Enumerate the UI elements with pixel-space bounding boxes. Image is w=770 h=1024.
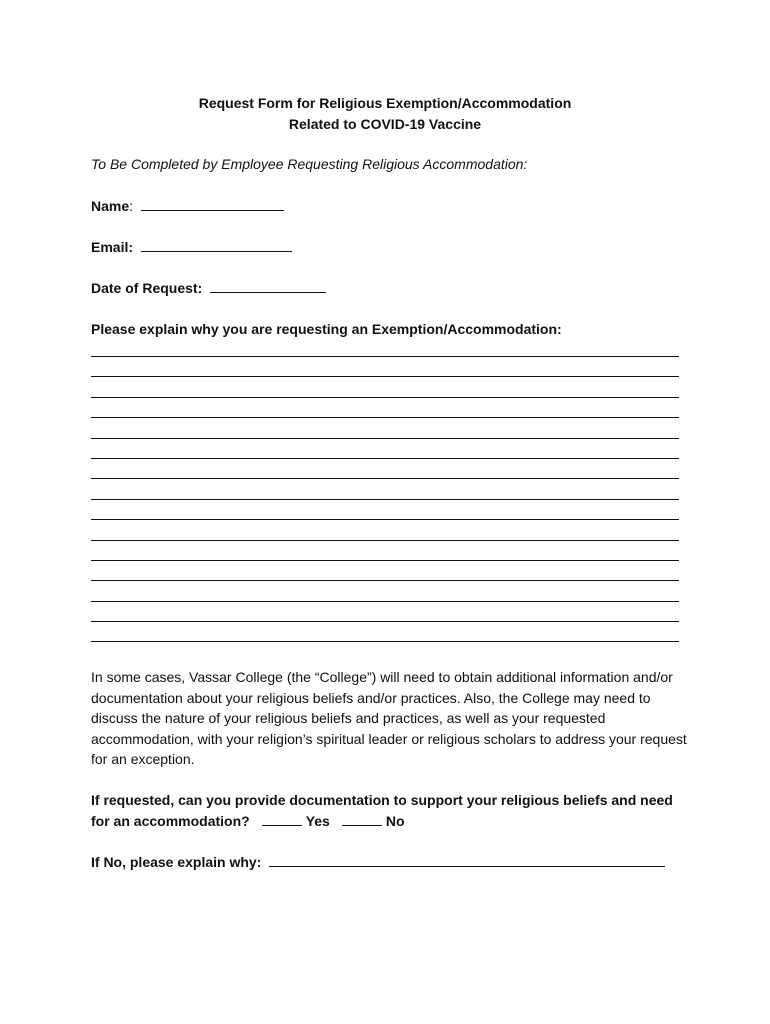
if-no-label: If No, please explain why: <box>91 854 262 870</box>
no-label: No <box>385 813 405 829</box>
date-of-request-label: Date of Request: <box>91 280 203 296</box>
date-field-row <box>91 278 326 298</box>
form-title-line-1: Request Form for Religious Exemption/Accommodation <box>198 95 572 111</box>
writing-line <box>91 499 679 500</box>
form-title-line-2: Related to COVID-19 Vaccine <box>288 116 482 132</box>
writing-line <box>91 356 679 357</box>
if-no-row <box>91 852 665 872</box>
writing-line <box>91 540 679 541</box>
email-input-line[interactable] <box>141 238 292 252</box>
yes-label: Yes <box>305 813 330 829</box>
if-no-explanation-line[interactable] <box>269 853 665 867</box>
writing-line <box>91 601 679 602</box>
name-input-line[interactable] <box>141 197 284 211</box>
writing-line <box>91 580 679 581</box>
writing-line <box>91 641 679 642</box>
explanation-writing-area[interactable] <box>91 356 679 662</box>
name-field-row <box>91 196 284 216</box>
writing-line <box>91 376 679 377</box>
documentation-question <box>91 790 691 832</box>
writing-line <box>91 438 679 439</box>
name-label: Name <box>91 198 130 214</box>
writing-line <box>91 417 679 418</box>
date-input-line[interactable] <box>210 279 326 293</box>
yes-answer-line[interactable] <box>262 813 302 826</box>
explain-label: Please explain why you are requesting an Exemption/Accommodation: <box>91 321 562 337</box>
writing-line <box>91 560 679 561</box>
intro-instruction: To Be Completed by Employee Requesting Religious Accommodation: <box>91 156 528 172</box>
writing-line <box>91 458 679 459</box>
no-answer-line[interactable] <box>342 813 382 826</box>
information-paragraph: In some cases, Vassar College (the “College”) will need to obtain additional information and/or documentation about your religious beliefs and/or practices. Also, the College may need to discuss the nature of your religious beliefs and practices, as well as your requested accommodation, with your religion’s spiritual leader or religious scholars to address your request for an exception. <box>91 669 687 767</box>
name-colon: : <box>129 198 134 214</box>
writing-line <box>91 621 679 622</box>
email-field-row <box>91 237 292 257</box>
writing-line <box>91 519 679 520</box>
question-text: If requested, can you provide documentation to support your religious beliefs and need for an accommodation? <box>91 792 673 829</box>
writing-line <box>91 478 679 479</box>
email-label: Email: <box>91 239 134 255</box>
writing-line <box>91 397 679 398</box>
